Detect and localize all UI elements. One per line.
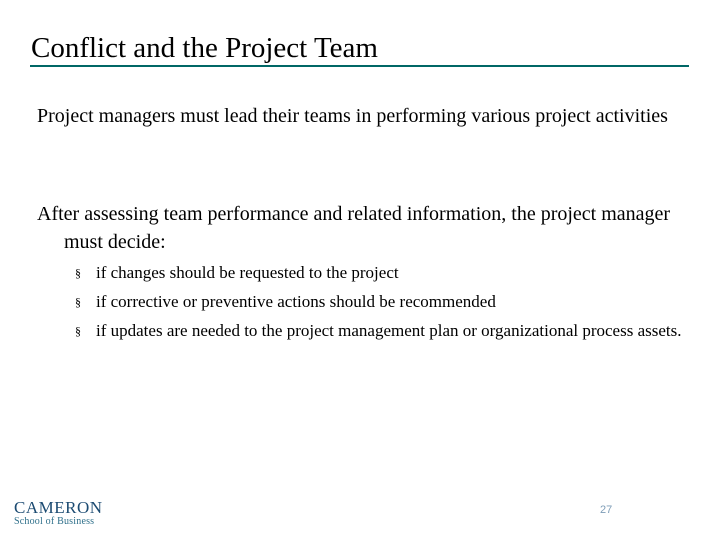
list-item xyxy=(75,319,685,343)
list-item-text: if changes should be requested to the project xyxy=(96,263,399,282)
list-item xyxy=(75,290,685,314)
title-underline xyxy=(30,65,689,67)
paragraph-after-assessing: After assessing team performance and related information, the project manager must decide: xyxy=(37,203,671,253)
decision-list xyxy=(75,261,685,348)
list-item-text: if corrective or preventive actions should be recommended xyxy=(96,292,496,311)
logo-subtitle: School of Business xyxy=(14,516,95,527)
page-number: 27 xyxy=(600,504,613,516)
list-item xyxy=(75,261,685,285)
square-bullet-icon: § xyxy=(75,266,81,280)
list-item-text: if updates are needed to the project management plan or organizational process assets. xyxy=(96,321,682,340)
square-bullet-icon: § xyxy=(75,295,81,309)
square-bullet-icon: § xyxy=(75,324,81,338)
cameron-logo xyxy=(14,499,104,529)
paragraph-project-managers: Project managers must lead their teams in performing various project activities xyxy=(37,105,668,127)
slide-title: Conflict and the Project Team xyxy=(31,32,378,64)
logo-wordmark: CAMERON xyxy=(14,498,103,517)
